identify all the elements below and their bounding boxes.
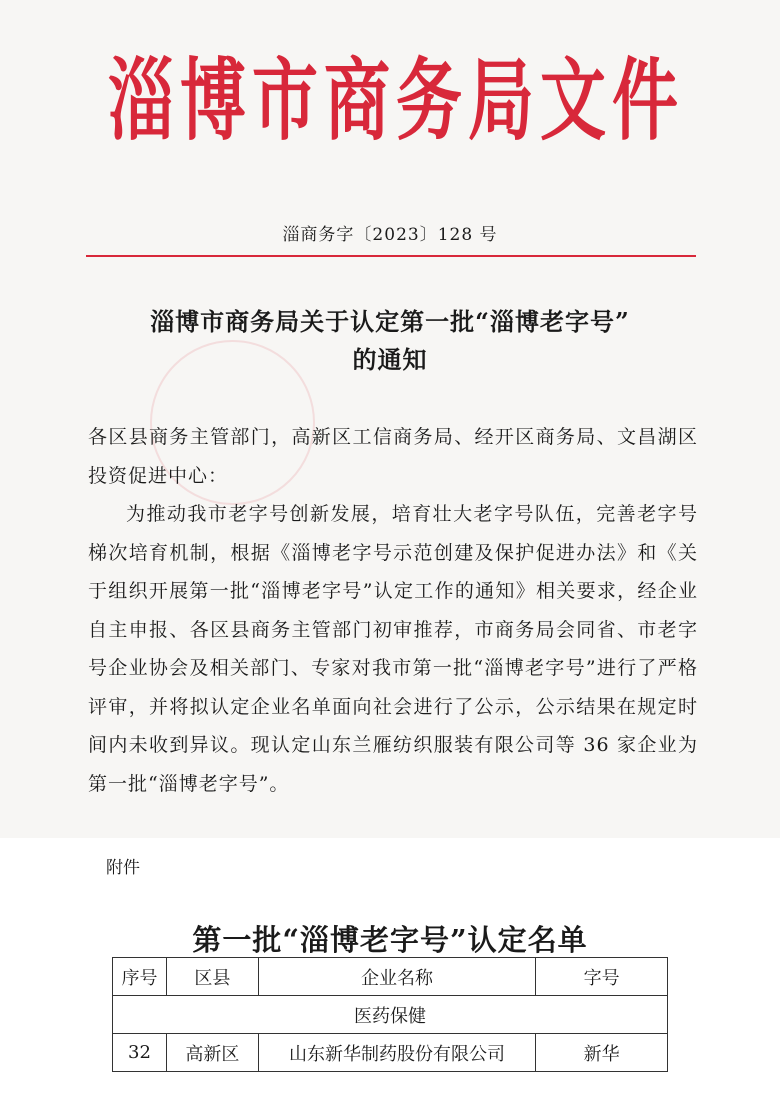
table-header-row	[113, 958, 668, 996]
notice-title-line-2: 的通知	[352, 345, 428, 374]
cell-no: 32	[113, 1034, 167, 1072]
attachment-label: 附件	[106, 858, 140, 878]
header-brand: 字号	[536, 958, 668, 996]
red-divider	[86, 255, 696, 257]
masthead-title: 淄博市商务局文件	[108, 47, 684, 153]
header-district: 区县	[166, 958, 258, 996]
document-number: 淄商务字〔2023〕128 号	[282, 225, 498, 245]
cell-company: 山东新华制药股份有限公司	[258, 1034, 535, 1072]
list-title: 第一批“淄博老字号”认定名单	[192, 923, 588, 957]
category-cell: 医药保健	[113, 996, 668, 1034]
notice-body	[88, 418, 698, 803]
salutation: 各区县商务主管部门，高新区工信商务局、经开区商务局、文昌湖区投资促进中心：	[88, 426, 698, 487]
cell-district: 高新区	[166, 1034, 258, 1072]
header-company: 企业名称	[258, 958, 535, 996]
recognition-list-table	[112, 957, 668, 1072]
table-row	[113, 1034, 668, 1072]
header-no: 序号	[113, 958, 167, 996]
cell-brand: 新华	[536, 1034, 668, 1072]
notice-title-line-1: 淄博市商务局关于认定第一批“淄博老字号”	[150, 307, 630, 336]
category-row	[113, 996, 668, 1034]
body-paragraph: 为推动我市老字号创新发展，培育壮大老字号队伍，完善老字号梯次培育机制，根据《淄博老字号示范创建及保护促进办法》和《关于组织开展第一批“淄博老字号”认定工作的通知》相关要求，经企业自主申报、各区县商务主管部门初审推荐，市商务局会同省、市老字号企业协会及相关部门、专家对我市第一批“淄博老字号”进行了严格评审，并将拟认定企业名单面向社会进行了公示，公示结果在规定时间内未收到异议。现认定山东兰雁纺织服装有限公司等 36 家企业为第一批“淄博老字号”。	[88, 503, 698, 795]
